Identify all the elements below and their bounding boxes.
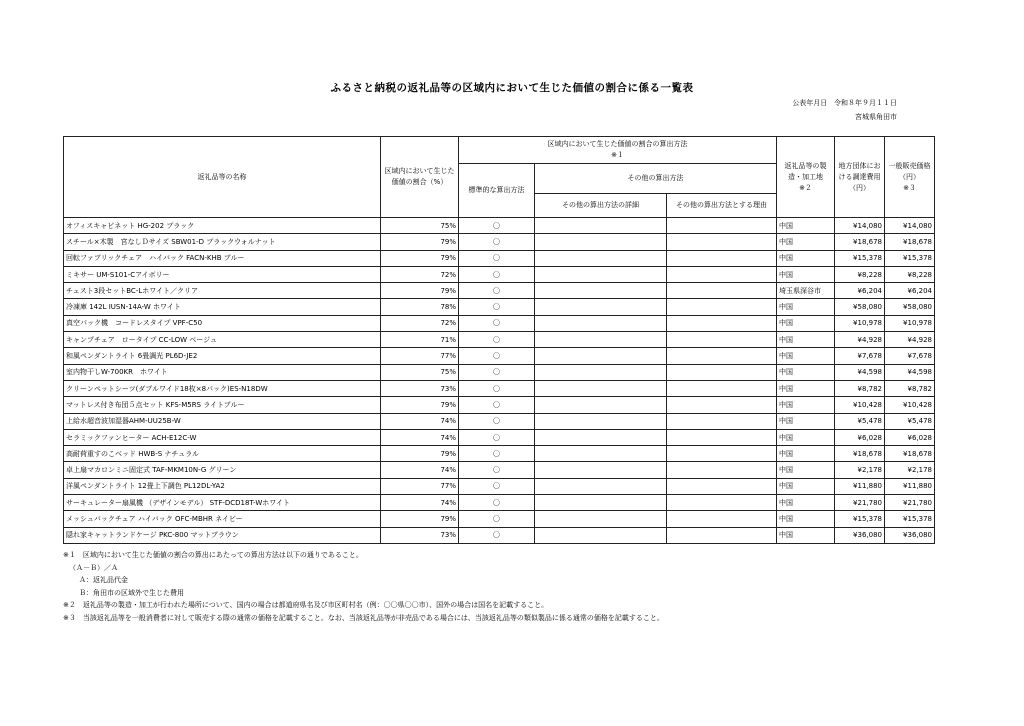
cell-cost: ¥5,478 (835, 413, 885, 429)
cell-ratio: 75% (381, 218, 459, 234)
cell-price: ¥36,080 (885, 527, 935, 543)
cell-ratio: 72% (381, 266, 459, 282)
cell-ratio: 79% (381, 283, 459, 299)
header-price (885, 137, 935, 218)
cell-cost: ¥7,678 (835, 348, 885, 364)
cell-other-detail (535, 446, 667, 462)
cell-cost: ¥18,678 (835, 446, 885, 462)
cell-ratio: 74% (381, 413, 459, 429)
cell-cost: ¥6,204 (835, 283, 885, 299)
cell-item-name: 室内物干しW-700KR ホワイト (64, 364, 381, 380)
cell-cost: ¥10,978 (835, 315, 885, 331)
cell-other-reason (667, 429, 777, 445)
cell-ratio: 79% (381, 234, 459, 250)
cell-price: ¥8,228 (885, 266, 935, 282)
cell-standard-method: 〇 (459, 527, 535, 543)
cell-standard-method: 〇 (459, 266, 535, 282)
footnote-2: ※２ 返礼品等の製造・加工が行われた場所について、国内の場合は都道府県名及び市区町村名（例：〇〇県〇〇市）、国外の場合は国名を記載すること。 (63, 601, 549, 610)
cell-other-detail (535, 364, 667, 380)
cell-ratio: 73% (381, 380, 459, 396)
cell-cost: ¥15,378 (835, 250, 885, 266)
cell-standard-method: 〇 (459, 397, 535, 413)
footnotes (63, 549, 664, 625)
cell-other-reason (667, 250, 777, 266)
header-origin (777, 137, 835, 218)
cell-cost: ¥21,780 (835, 495, 885, 511)
cell-ratio: 79% (381, 511, 459, 527)
cell-other-detail (535, 266, 667, 282)
cell-item-name: マットレス付き布団５点セット KFS-M5RS ライトブルー (64, 397, 381, 413)
cell-origin: 中国 (777, 527, 835, 543)
cell-price: ¥58,080 (885, 299, 935, 315)
cell-other-reason (667, 348, 777, 364)
footnote-1-a: Ａ：返礼品代金 (79, 576, 128, 585)
cell-standard-method: 〇 (459, 332, 535, 348)
cell-origin: 中国 (777, 446, 835, 462)
cell-origin: 中国 (777, 250, 835, 266)
document-title: ふるさと納税の返礼品等の区域内において生じた価値の割合に係る一覧表 (330, 82, 694, 94)
cell-standard-method: 〇 (459, 413, 535, 429)
cell-standard-method: 〇 (459, 234, 535, 250)
cell-other-detail (535, 511, 667, 527)
header-other-detail: その他の算出方法の詳細 (535, 194, 667, 218)
cell-cost: ¥36,080 (835, 527, 885, 543)
cell-origin: 中国 (777, 234, 835, 250)
cell-other-reason (667, 299, 777, 315)
cell-other-detail (535, 234, 667, 250)
cell-ratio: 72% (381, 315, 459, 331)
cell-price: ¥15,378 (885, 250, 935, 266)
cell-item-name: ミキサー UM-S101-Cアイボリー (64, 266, 381, 282)
header-origin-note: ※２ (799, 183, 812, 192)
cell-price: ¥7,678 (885, 348, 935, 364)
cell-standard-method: 〇 (459, 218, 535, 234)
cell-standard-method: 〇 (459, 478, 535, 494)
cell-ratio: 74% (381, 429, 459, 445)
cell-item-name: 冷凍庫 142L IUSN-14A-W ホワイト (64, 299, 381, 315)
cell-price: ¥8,782 (885, 380, 935, 396)
cell-other-detail (535, 495, 667, 511)
cell-other-detail (535, 397, 667, 413)
table-row (64, 429, 935, 445)
cell-price: ¥5,478 (885, 413, 935, 429)
header-standard: 標準的な算出方法 (459, 164, 535, 218)
cell-standard-method: 〇 (459, 380, 535, 396)
cell-origin: 中国 (777, 478, 835, 494)
header-price-label: 一般販売価格（円） (888, 161, 931, 181)
cell-price: ¥6,028 (885, 429, 935, 445)
cell-origin: 中国 (777, 495, 835, 511)
cell-other-reason (667, 266, 777, 282)
cell-other-reason (667, 218, 777, 234)
table-row (64, 266, 935, 282)
cell-price: ¥14,080 (885, 218, 935, 234)
cell-other-reason (667, 332, 777, 348)
cell-other-reason (667, 364, 777, 380)
header-method-group-label: 区域内において生じた価値の割合の算出方法 (547, 140, 688, 148)
table-row (64, 315, 935, 331)
cell-cost: ¥18,678 (835, 234, 885, 250)
table-row (64, 218, 935, 234)
table-row (64, 332, 935, 348)
cell-standard-method: 〇 (459, 250, 535, 266)
cell-other-reason (667, 495, 777, 511)
header-other-reason: その他の算出方法とする理由 (667, 194, 777, 218)
table-body (64, 218, 935, 544)
cell-ratio: 79% (381, 446, 459, 462)
cell-item-name: スチール×木製 宮なしＤサイズ SBW01-D ブラックウォルナット (64, 234, 381, 250)
cell-standard-method: 〇 (459, 429, 535, 445)
cell-standard-method: 〇 (459, 283, 535, 299)
table-row (64, 380, 935, 396)
cell-ratio: 77% (381, 348, 459, 364)
cell-cost: ¥11,880 (835, 478, 885, 494)
cell-other-detail (535, 332, 667, 348)
cell-origin: 中国 (777, 462, 835, 478)
footnote-1-b: Ｂ：角田市の区域外で生じた費用 (79, 588, 184, 597)
cell-item-name: オフィスキャビネット HG-202 ブラック (64, 218, 381, 234)
cell-ratio: 74% (381, 495, 459, 511)
cell-price: ¥18,678 (885, 234, 935, 250)
cell-price: ¥18,678 (885, 446, 935, 462)
cell-ratio: 73% (381, 527, 459, 543)
cell-standard-method: 〇 (459, 446, 535, 462)
cell-item-name: 隠れ家キャットランドケージ PKC-800 マットブラウン (64, 527, 381, 543)
cell-origin: 中国 (777, 511, 835, 527)
cell-ratio: 77% (381, 478, 459, 494)
cell-standard-method: 〇 (459, 495, 535, 511)
cell-item-name: メッシュバックチェア ハイバック OFC-MBHR ネイビー (64, 511, 381, 527)
cell-ratio: 74% (381, 462, 459, 478)
cell-other-detail (535, 413, 667, 429)
cell-cost: ¥4,928 (835, 332, 885, 348)
cell-item-name: キャンプチェア ロータイプ CC-LOW ベージュ (64, 332, 381, 348)
cell-cost: ¥15,378 (835, 511, 885, 527)
cell-other-detail (535, 315, 667, 331)
table-row (64, 234, 935, 250)
cell-other-detail (535, 429, 667, 445)
cell-cost: ¥6,028 (835, 429, 885, 445)
cell-other-detail (535, 283, 667, 299)
cell-item-name: 上給水超音波加湿器AHM-UU25B-W (64, 413, 381, 429)
cell-other-detail (535, 380, 667, 396)
return-gift-table (63, 136, 935, 544)
municipality-name: 宮城県角田市 (855, 113, 897, 121)
cell-other-detail (535, 348, 667, 364)
cell-origin: 中国 (777, 299, 835, 315)
cell-other-reason (667, 397, 777, 413)
cell-cost: ¥4,598 (835, 364, 885, 380)
header-cost: 地方団体における調達費用（円） (835, 137, 885, 218)
table-row (64, 413, 935, 429)
cell-ratio: 71% (381, 332, 459, 348)
cell-origin: 中国 (777, 397, 835, 413)
cell-other-reason (667, 527, 777, 543)
cell-origin: 中国 (777, 348, 835, 364)
cell-other-detail (535, 478, 667, 494)
footnote-1-formula: （Ａ－Ｂ）／Ａ (69, 563, 118, 572)
cell-item-name: 洋風ペンダントライト 12畳上下調色 PL12DL-YA2 (64, 478, 381, 494)
cell-standard-method: 〇 (459, 315, 535, 331)
cell-price: ¥4,598 (885, 364, 935, 380)
cell-item-name: サーキュレーター扇風機 （デザインモデル） STF-DCD18T-Wホワイト (64, 495, 381, 511)
cell-price: ¥11,880 (885, 478, 935, 494)
table-row (64, 462, 935, 478)
cell-item-name: 卓上扇マカロンミニ固定式 TAF-MKM10N-G グリーン (64, 462, 381, 478)
cell-origin: 中国 (777, 315, 835, 331)
cell-origin: 中国 (777, 218, 835, 234)
cell-other-reason (667, 478, 777, 494)
cell-other-reason (667, 315, 777, 331)
cell-other-reason (667, 446, 777, 462)
table-row (64, 364, 935, 380)
cell-standard-method: 〇 (459, 364, 535, 380)
cell-item-name: 和風ペンダントライト 6畳調光 PL6D-JE2 (64, 348, 381, 364)
table-row (64, 299, 935, 315)
cell-ratio: 79% (381, 250, 459, 266)
header-method-group-note: ※１ (611, 151, 624, 159)
cell-cost: ¥58,080 (835, 299, 885, 315)
cell-cost: ¥8,782 (835, 380, 885, 396)
cell-ratio: 78% (381, 299, 459, 315)
header-price-note: ※３ (903, 183, 916, 192)
cell-other-detail (535, 250, 667, 266)
cell-other-detail (535, 299, 667, 315)
table-row (64, 283, 935, 299)
cell-ratio: 75% (381, 364, 459, 380)
cell-ratio: 79% (381, 397, 459, 413)
cell-cost: ¥8,228 (835, 266, 885, 282)
table-row (64, 397, 935, 413)
cell-origin: 中国 (777, 380, 835, 396)
header-ratio: 区域内において生じた価値の割合（%） (381, 137, 459, 218)
publication-date-value: 令和８年９月１１日 (834, 99, 897, 107)
cell-other-detail (535, 527, 667, 543)
publication-date (792, 98, 897, 108)
cell-cost: ¥2,178 (835, 462, 885, 478)
table-row (64, 250, 935, 266)
cell-item-name: クリーンペットシーツ(ダブルワイド18枚×8パック)ES-N18DW (64, 380, 381, 396)
cell-item-name: 高耐荷重すのこベッド HWB-S ナチュラル (64, 446, 381, 462)
cell-standard-method: 〇 (459, 299, 535, 315)
cell-item-name: チェスト3段セットBC-Lホワイト／クリア (64, 283, 381, 299)
cell-price: ¥10,978 (885, 315, 935, 331)
cell-origin: 中国 (777, 429, 835, 445)
cell-origin: 中国 (777, 413, 835, 429)
cell-cost: ¥14,080 (835, 218, 885, 234)
header-other: その他の算出方法 (535, 164, 777, 194)
cell-price: ¥21,780 (885, 495, 935, 511)
header-origin-label: 返礼品等の製造・加工地 (784, 161, 827, 181)
cell-other-detail (535, 462, 667, 478)
publication-date-label: 公表年月日 (792, 99, 828, 107)
cell-other-reason (667, 462, 777, 478)
cell-price: ¥6,204 (885, 283, 935, 299)
cell-other-reason (667, 511, 777, 527)
cell-price: ¥2,178 (885, 462, 935, 478)
table-row (64, 495, 935, 511)
cell-origin: 中国 (777, 266, 835, 282)
cell-other-reason (667, 283, 777, 299)
table-row (64, 527, 935, 543)
cell-standard-method: 〇 (459, 462, 535, 478)
footnote-3: ※３ 当該返礼品等を一般消費者に対して販売する際の通常の価格を記載すること。なお、当該返礼品等が非売品である場合には、当該返礼品等の類似製品に係る通常の価格を記載すること。 (63, 613, 664, 622)
cell-origin: 中国 (777, 364, 835, 380)
table-header (64, 137, 935, 218)
cell-price: ¥4,928 (885, 332, 935, 348)
cell-other-reason (667, 413, 777, 429)
cell-item-name: セラミックファンヒーター ACH-E12C-W (64, 429, 381, 445)
cell-origin: 中国 (777, 332, 835, 348)
cell-origin: 埼玉県深谷市 (777, 283, 835, 299)
cell-standard-method: 〇 (459, 348, 535, 364)
cell-item-name: 真空パック機 コードレスタイプ VPF-C50 (64, 315, 381, 331)
table-row (64, 511, 935, 527)
table-row (64, 446, 935, 462)
footnote-1: ※１ 区域内において生じた価値の割合の算出にあたっての算出方法は以下の通りであること。 (63, 551, 363, 559)
cell-cost: ¥10,428 (835, 397, 885, 413)
cell-price: ¥10,428 (885, 397, 935, 413)
cell-item-name: 回転ファブリックチェア ハイバック FACN-KHB ブルー (64, 250, 381, 266)
cell-other-reason (667, 380, 777, 396)
cell-price: ¥15,378 (885, 511, 935, 527)
cell-other-detail (535, 218, 667, 234)
header-method-group (459, 137, 777, 164)
cell-standard-method: 〇 (459, 511, 535, 527)
table-row (64, 348, 935, 364)
header-item-name: 返礼品等の名称 (64, 137, 381, 218)
table-row (64, 478, 935, 494)
cell-other-reason (667, 234, 777, 250)
